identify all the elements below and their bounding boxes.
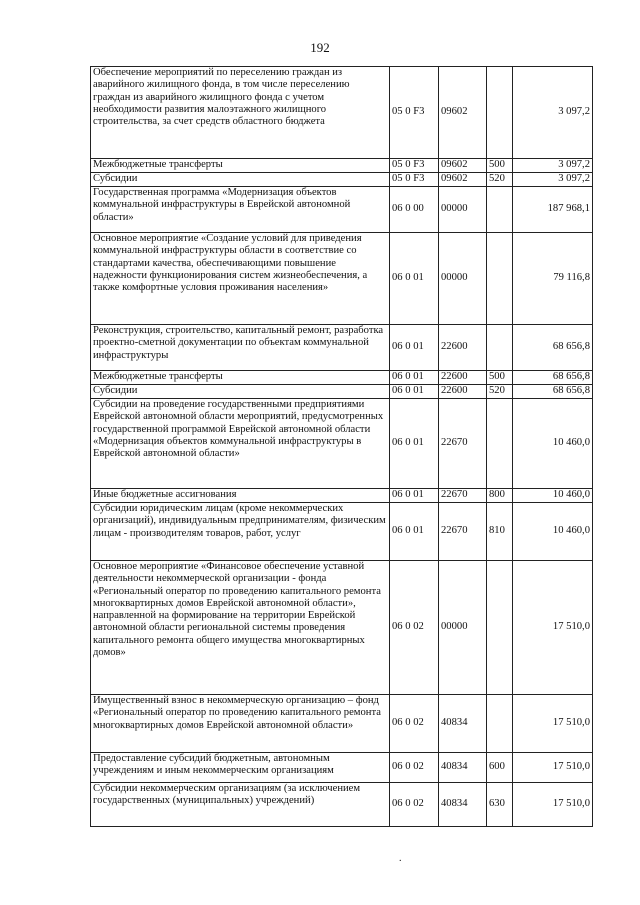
- row-name: Иные бюджетные ассигнования: [91, 489, 390, 503]
- program-code: 06 0 02: [390, 695, 439, 753]
- expense-type-code: [487, 561, 513, 695]
- row-name: Имущественный взнос в некоммерческую организацию – фонд «Региональный оператор по проведению капитального ремонта многоквартирных домов Еврейской автономной области»: [91, 695, 390, 753]
- expense-type-code: [487, 695, 513, 753]
- table-row: [91, 385, 593, 399]
- program-code: 06 0 01: [390, 385, 439, 399]
- amount: 10 460,0: [513, 489, 593, 503]
- table-row: [91, 67, 593, 159]
- table-row: [91, 325, 593, 371]
- direction-code: 40834: [439, 695, 487, 753]
- row-name: Межбюджетные трансферты: [91, 159, 390, 173]
- direction-code: 22670: [439, 399, 487, 489]
- direction-code: 22600: [439, 371, 487, 385]
- program-code: 06 0 02: [390, 561, 439, 695]
- program-code: 06 0 02: [390, 753, 439, 783]
- table-row: [91, 489, 593, 503]
- row-name: Основное мероприятие «Финансовое обеспечение уставной деятельности некоммерческой организации - фонда «Региональный оператор по проведению капитального ремонта многоквартирных домов Еврейской автономной области», направленной на формирование на территории Еврейской автономной области региональной системы проведения капитального ремонта общего имущества многоквартирных домов»: [91, 561, 390, 695]
- table-row: [91, 187, 593, 233]
- amount: 68 656,8: [513, 325, 593, 371]
- amount: 68 656,8: [513, 385, 593, 399]
- table-row: [91, 159, 593, 173]
- program-code: 06 0 01: [390, 503, 439, 561]
- expense-type-code: [487, 399, 513, 489]
- table-row: [91, 503, 593, 561]
- direction-code: 09602: [439, 173, 487, 187]
- direction-code: 09602: [439, 159, 487, 173]
- expense-type-code: 520: [487, 173, 513, 187]
- row-name: Субсидии на проведение государственными предприятиями Еврейской автономной области мероприятий, предусмотренных государственной программой Еврейской автономной области «Модернизация объектов коммунальной инфраструктуры в Еврейской автономной области»: [91, 399, 390, 489]
- amount: 17 510,0: [513, 753, 593, 783]
- expense-type-code: [487, 233, 513, 325]
- scan-speck: .: [399, 853, 402, 864]
- table-row: [91, 371, 593, 385]
- direction-code: 40834: [439, 783, 487, 827]
- page-number: 192: [310, 40, 330, 55]
- program-code: 06 0 01: [390, 371, 439, 385]
- amount: 17 510,0: [513, 695, 593, 753]
- row-name: Реконструкция, строительство, капитальный ремонт, разработка проектно-сметной документации по объектам коммунальной инфраструктуры: [91, 325, 390, 371]
- direction-code: 22600: [439, 325, 487, 371]
- table-row: [91, 399, 593, 489]
- row-name: Предоставление субсидий бюджетным, автономным учреждениям и иным некоммерческим организациям: [91, 753, 390, 783]
- direction-code: 00000: [439, 561, 487, 695]
- program-code: 06 0 01: [390, 399, 439, 489]
- program-code: 06 0 01: [390, 325, 439, 371]
- expense-type-code: [487, 325, 513, 371]
- amount: 68 656,8: [513, 371, 593, 385]
- expense-type-code: 800: [487, 489, 513, 503]
- budget-table: [90, 66, 593, 827]
- amount: 17 510,0: [513, 783, 593, 827]
- row-name: Субсидии: [91, 173, 390, 187]
- direction-code: 22670: [439, 489, 487, 503]
- amount: 79 116,8: [513, 233, 593, 325]
- expense-type-code: 520: [487, 385, 513, 399]
- table-row: [91, 753, 593, 783]
- row-name: Межбюджетные трансферты: [91, 371, 390, 385]
- row-name: Субсидии некоммерческим организациям (за исключением государственных (муниципальных) учреждений): [91, 783, 390, 827]
- amount: 3 097,2: [513, 67, 593, 159]
- row-name: Обеспечение мероприятий по переселению граждан из аварийного жилищного фонда, в том числе переселению граждан из аварийного жилищного фонда с учетом необходимости развития малоэтажного жилищного строительства, за счет средств областного бюджета: [91, 67, 390, 159]
- table-row: [91, 173, 593, 187]
- direction-code: 22670: [439, 503, 487, 561]
- expense-type-code: 810: [487, 503, 513, 561]
- direction-code: 00000: [439, 187, 487, 233]
- program-code: 05 0 F3: [390, 67, 439, 159]
- expense-type-code: 600: [487, 753, 513, 783]
- expense-type-code: 630: [487, 783, 513, 827]
- direction-code: 00000: [439, 233, 487, 325]
- program-code: 05 0 F3: [390, 159, 439, 173]
- expense-type-code: 500: [487, 371, 513, 385]
- amount: 17 510,0: [513, 561, 593, 695]
- direction-code: 09602: [439, 67, 487, 159]
- table-row: [91, 783, 593, 827]
- expense-type-code: 500: [487, 159, 513, 173]
- program-code: 05 0 F3: [390, 173, 439, 187]
- amount: 10 460,0: [513, 503, 593, 561]
- table-row: [91, 233, 593, 325]
- program-code: 06 0 01: [390, 233, 439, 325]
- table-row: [91, 695, 593, 753]
- row-name: Государственная программа «Модернизация объектов коммунальной инфраструктуры в Еврейской автономной области»: [91, 187, 390, 233]
- row-name: Субсидии юридическим лицам (кроме некоммерческих организаций), индивидуальным предпринимателям, физическим лицам - производителям товаров, работ, услуг: [91, 503, 390, 561]
- table-row: [91, 561, 593, 695]
- amount: 3 097,2: [513, 173, 593, 187]
- amount: 3 097,2: [513, 159, 593, 173]
- program-code: 06 0 01: [390, 489, 439, 503]
- expense-type-code: [487, 67, 513, 159]
- amount: 187 968,1: [513, 187, 593, 233]
- program-code: 06 0 02: [390, 783, 439, 827]
- direction-code: 40834: [439, 753, 487, 783]
- program-code: 06 0 00: [390, 187, 439, 233]
- direction-code: 22600: [439, 385, 487, 399]
- expense-type-code: [487, 187, 513, 233]
- row-name: Основное мероприятие «Создание условий для приведения коммунальной инфраструктуры области в соответствие со стандартами качества, обеспечивающими повышение надежности функционирования систем жизнеобеспечения, а также комфортные условия проживания населения»: [91, 233, 390, 325]
- row-name: Субсидии: [91, 385, 390, 399]
- amount: 10 460,0: [513, 399, 593, 489]
